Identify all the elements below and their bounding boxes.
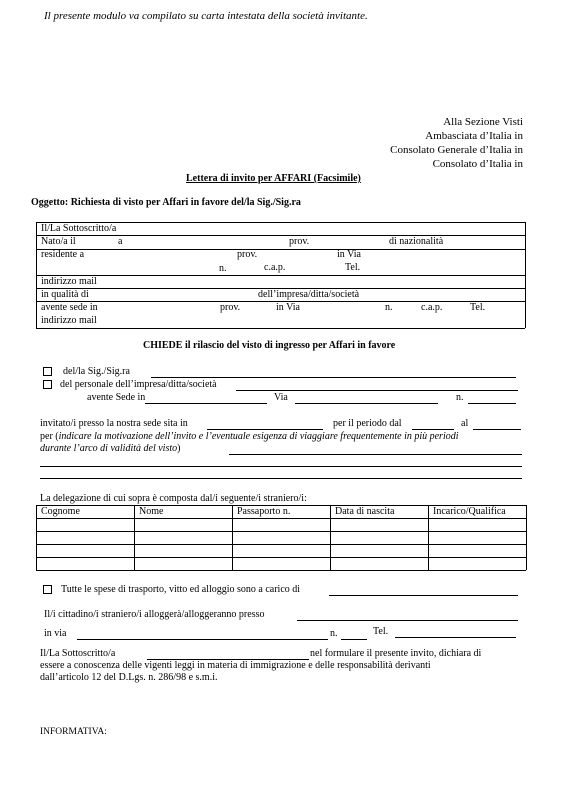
col-nome: Nome — [139, 506, 164, 517]
alloggio-label: Il/i cittadino/i straniero/i alloggerà/alloggeranno presso — [44, 609, 265, 620]
field-motivazione-1[interactable] — [229, 454, 522, 455]
label-residente-n: n. — [219, 263, 227, 274]
col-data-nascita: Data di nascita — [335, 506, 395, 517]
label-nazionalita: di nazionalità — [389, 236, 444, 247]
field-sede-sita[interactable] — [207, 429, 323, 430]
label-residente-via: in Via — [337, 249, 361, 260]
label-residente-cap: c.a.p. — [264, 262, 286, 273]
alloggio-n-label: n. — [330, 628, 338, 639]
option-personale-label: del personale dell’impresa/ditta/società — [60, 379, 217, 390]
alloggio-via-label: in via — [44, 628, 67, 639]
label-sede-tel: Tel. — [470, 302, 486, 313]
field-sig[interactable] — [151, 377, 516, 378]
dichiara-start: Il/La Sottoscritto/a — [40, 648, 116, 659]
field-al[interactable] — [473, 429, 521, 430]
field-sede[interactable] — [145, 403, 267, 404]
col-cognome: Cognome — [41, 506, 80, 517]
label-sede: avente sede in — [41, 302, 98, 313]
label-residente-prov: prov. — [237, 249, 258, 260]
option-via-label: Via — [274, 392, 288, 403]
delegation-intro: La delegazione di cui sopra è composta dal/i seguente/i straniero/i: — [40, 493, 307, 504]
field-dal[interactable] — [412, 429, 454, 430]
field-via[interactable] — [295, 403, 438, 404]
label-nato: Nato/a il — [41, 236, 76, 247]
field-personale[interactable] — [236, 390, 518, 391]
addressee-1: Alla Sezione Visti — [443, 116, 523, 128]
header-note: Il presente modulo va compilato su carta intestata della società invitante. — [44, 10, 368, 22]
option-sig-label: del/la Sig./Sig.ra — [63, 366, 130, 377]
col-incarico: Incarico/Qualifica — [433, 506, 506, 517]
label-sede-prov: prov. — [220, 302, 241, 313]
alloggio-tel-label: Tel. — [373, 626, 389, 637]
col-passaporto: Passaporto n. — [237, 506, 291, 517]
label-impresa: dell’impresa/ditta/società — [258, 289, 360, 300]
label-mail: indirizzo mail — [41, 276, 97, 287]
dichiara-line-2: essere a conoscenza delle vigenti leggi in materia di immigrazione e delle responsabilità derivanti — [40, 660, 431, 671]
al-label: al — [461, 418, 469, 429]
motivazione-italic: indicare la motivazione dell’invito e l’eventuale esigenza di viaggiare frequentemente in più periodi — [58, 431, 459, 442]
label-sottoscritto: Il/La Sottoscritto/a — [41, 223, 117, 234]
label-sede-mail: indirizzo mail — [41, 315, 97, 326]
subject-line: Oggetto: Richiesta di visto per Affari in favore del/la Sig./Sig.ra — [31, 197, 301, 208]
field-spese[interactable] — [329, 595, 518, 596]
letter-title: Lettera di invito per AFFARI (Facsimile) — [186, 173, 361, 184]
periodo-label: per il periodo dal — [333, 418, 402, 429]
motivazione-open: per ( — [40, 431, 59, 442]
option-sede-label: avente Sede in — [87, 392, 146, 403]
chiede-heading: CHIEDE il rilascio del visto di ingresso per Affari in favore — [143, 340, 396, 351]
dichiara-line-3: dall’articolo 12 del D.Lgs. n. 286/98 e s.m.i. — [40, 672, 218, 683]
label-sede-cap: c.a.p. — [421, 302, 443, 313]
label-sede-via: in Via — [276, 302, 300, 313]
label-sede-n: n. — [385, 302, 393, 313]
motivazione-line-2 — [40, 443, 180, 454]
spese-label: Tutte le spese di trasporto, vitto ed alloggio sono a carico di — [61, 584, 301, 595]
checkbox-sig[interactable] — [43, 367, 52, 376]
invitato-label: invitato/i presso la nostra sede sita in — [40, 418, 188, 429]
field-alloggio[interactable] — [297, 620, 518, 621]
dichiara-end: nel formulare il presente invito, dichiara di — [310, 648, 482, 659]
motivazione-italic-2: durante l’arco di validità del visto — [40, 443, 178, 454]
field-motivazione-3[interactable] — [40, 478, 522, 479]
label-residente-tel: Tel. — [345, 262, 361, 273]
addressee-3: Consolato Generale d’Italia in — [390, 144, 523, 156]
label-a: a — [118, 236, 123, 247]
field-motivazione-2[interactable] — [40, 466, 522, 467]
label-qualita: in qualità di — [41, 289, 89, 300]
field-alloggio-n[interactable] — [341, 639, 367, 640]
label-prov: prov. — [289, 236, 310, 247]
checkbox-personale[interactable] — [43, 380, 52, 389]
informativa-heading: INFORMATIVA: — [40, 727, 107, 737]
checkbox-spese[interactable] — [43, 585, 52, 594]
label-residente: residente a — [41, 249, 85, 260]
addressee-4: Consolato d’Italia in — [432, 158, 523, 170]
field-alloggio-tel[interactable] — [395, 637, 516, 638]
addressee-2: Ambasciata d’Italia in — [425, 130, 523, 142]
motivazione-line — [40, 431, 459, 442]
motivazione-close: ) — [177, 443, 181, 454]
field-n[interactable] — [468, 403, 516, 404]
option-n-label: n. — [456, 392, 464, 403]
field-alloggio-via[interactable] — [77, 639, 328, 640]
